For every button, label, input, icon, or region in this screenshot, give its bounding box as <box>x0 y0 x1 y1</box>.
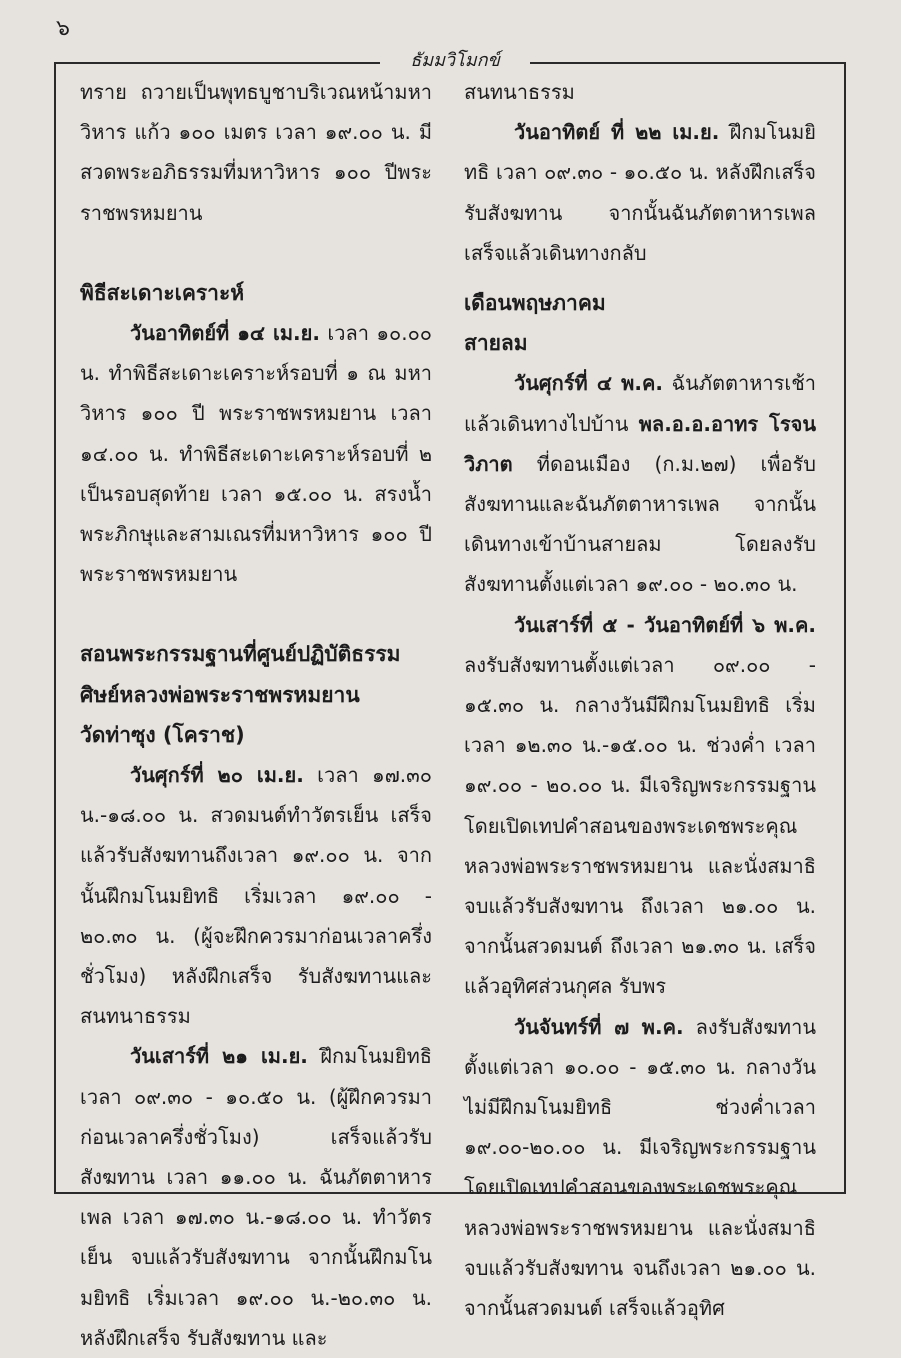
paragraph <box>464 1007 816 1329</box>
paragraph <box>464 363 816 604</box>
right-column <box>464 72 816 1328</box>
paragraph-text: ฝึกมโนมยิทธิ เวลา ๐๙.๓๐ - ๑๐.๕๐ น. หลังฝึกเสร็จรับสังฆทาน จากนั้นฉันภัตตาหารเพล เสร็จแล้วเดินทางกลับ <box>464 120 816 265</box>
running-head: ธัมมวิโมกข์ <box>380 50 530 72</box>
paragraph: ทราย ถวายเป็นพุทธบูชาบริเวณหน้ามหาวิหาร แก้ว ๑๐๐ เมตร เวลา ๑๙.๐๐ น. มีสวดพระอภิธรรมที่มหาวิหาร ๑๐๐ ปีพระราชพรหมยาน <box>80 80 432 225</box>
section-heading-line: วัดท่าซุง (โคราช) <box>80 722 245 747</box>
paragraph <box>80 755 432 1036</box>
paragraph-text: ที่ดอนเมือง (ก.ม.๒๗) เพื่อรับสังฆทานและฉันภัตตาหารเพล จากนั้นเดินทางเข้าบ้านสายลม โดยลงรับสังฆทานตั้งแต่เวลา ๑๙.๐๐ - ๒๐.๓๐ น. <box>464 451 816 597</box>
section-heading: พิธีสะเดาะเคราะห์ <box>80 280 245 305</box>
paragraph-text: เวลา ๑๐.๐๐ น. ทำพิธีสะเดาะเคราะห์รอบที่ ๑ ณ มหาวิหาร ๑๐๐ ปี พระราชพรหมยาน เวลา ๑๔.๐๐ น. ทำพิธีสะเดาะเคราะห์รอบที่ ๒ เป็นรอบสุดท้าย เวลา ๑๕.๐๐ น. สรงน้ำพระภิกษุและสามเณรที่มหาวิหาร ๑๐๐ ปี พระราชพรหมยาน <box>80 321 432 587</box>
paragraph-text: ฝึกมโนมยิทธิ เวลา ๐๙.๓๐ - ๑๐.๕๐ น. (ผู้ฝึกควรมาก่อนเวลาครึ่งชั่วโมง) เสร็จแล้วรับสังฆทาน เวลา ๑๑.๐๐ น. ฉันภัตตาหารเพล เวลา ๑๗.๓๐ น.-๑๘.๐๐ น. ทำวัตรเย็น จบแล้วรับสังฆทาน จากนั้นฝึกมโนมยิทธิ เริ่มเวลา ๑๙.๐๐ น.-๒๐.๓๐ น. หลังฝึกเสร็จ รับสังฆทาน และ <box>80 1044 433 1350</box>
paragraph-text: เวลา ๑๗.๓๐ น.-๑๘.๐๐ น. สวดมนต์ทำวัตรเย็น เสร็จแล้วรับสังฆทานถึงเวลา ๑๙.๐๐ น. จากนั้นฝึกมโนมยิทธิ เริ่มเวลา ๑๙.๐๐ - ๒๐.๓๐ น. (ผู้จะฝึกควรมาก่อนเวลาครึ่งชั่วโมง) หลังฝึกเสร็จ รับสังฆทานและสนทนาธรรม <box>80 763 432 1029</box>
date-label: วันศุกร์ที่ ๔ พ.ค. <box>514 371 663 396</box>
section-heading-line: ศิษย์หลวงพ่อพระราชพรหมยาน <box>80 682 360 707</box>
date-label: วันเสาร์ที่ ๕ - วันอาทิตย์ที่ ๖ พ.ค. <box>514 612 816 637</box>
date-label: วันเสาร์ที่ ๒๑ เม.ย. <box>130 1044 308 1069</box>
section-heading-line: สอนพระกรรมฐานที่ศูนย์ปฏิบัติธรรม <box>80 642 401 667</box>
date-label: วันอาทิตย์ ที่ ๒๒ เม.ย. <box>514 120 720 145</box>
paragraph <box>464 605 816 1007</box>
paragraph-text: ลงรับสังฆทานตั้งแต่เวลา ๐๙.๐๐ - ๑๕.๓๐ น. กลางวันมีฝึกมโนมยิทธิ เริ่มเวลา ๑๒.๓๐ น.-๑๕.๐๐ น. ช่วงค่ำ เวลา ๑๙.๐๐ - ๒๐.๐๐ น. มีเจริญพระกรรมฐาน โดยเปิดเทปคำสอนของพระเดชพระคุณหลวงพ่อพระราชพรหมยาน และนั่งสมาธิ จบแล้วรับสังฆทาน ถึงเวลา ๒๑.๐๐ น. จากนั้นสวดมนต์ ถึงเวลา ๒๑.๓๐ น. เสร็จแล้วอุทิศส่วนกุศล รับพร <box>464 652 816 999</box>
paragraph <box>80 313 432 594</box>
date-label: วันอาทิตย์ที่ ๑๔ เม.ย. <box>130 321 320 346</box>
person-name: พล.อ.อ.อาทร โรจนวิภาต <box>464 411 816 476</box>
paragraph: สนทนาธรรม <box>464 80 575 104</box>
paragraph <box>80 1036 432 1358</box>
location-heading: สายลม <box>464 331 528 356</box>
paragraph <box>464 112 816 273</box>
date-label: วันจันทร์ที่ ๗ พ.ค. <box>514 1014 684 1039</box>
left-column <box>80 72 432 1358</box>
month-heading: เดือนพฤษภาคม <box>464 291 606 316</box>
paragraph-text: ลงรับสังฆทานตั้งแต่เวลา ๑๐.๐๐ - ๑๕.๓๐ น. กลางวันไม่มีฝึกมโนมยิทธิ ช่วงค่ำเวลา ๑๙.๐๐-๒๐.๐๐ น. มีเจริญพระกรรมฐาน โดยเปิดเทปคำสอนของพระเดชพระคุณหลวงพ่อพระราชพรหมยาน และนั่งสมาธิ จบแล้วรับสังฆทาน จนถึงเวลา ๒๑.๐๐ น. จากนั้นสวดมนต์ เสร็จแล้วอุทิศ <box>464 1014 816 1321</box>
paragraph-text: ฉันภัตตาหารเช้าแล้วเดินทางไปบ้าน <box>464 371 816 436</box>
page-number: ๖ <box>56 16 70 41</box>
date-label: วันศุกร์ที่ ๒๐ เม.ย. <box>130 763 304 788</box>
